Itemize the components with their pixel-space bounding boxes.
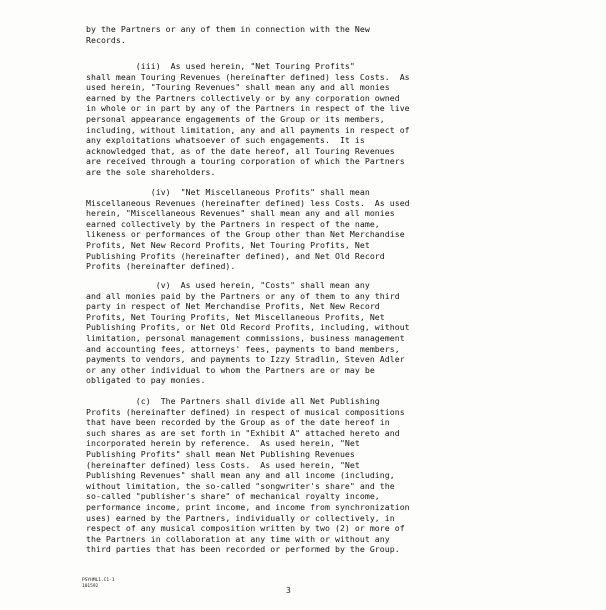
text-line: Profits, Net Touring Profits, Net Miscellaneous Profits, Net	[86, 311, 385, 322]
text-line: Profits (hereinafter defined) in respect of musical compositions	[86, 406, 405, 417]
text-line: in whole or in part by any of the Partners in respect of the live	[86, 103, 410, 114]
text-line: performance income, print income, and income from synchronization	[86, 501, 410, 512]
text-line: incorporated herein by reference. As used herein, "Net	[86, 438, 360, 449]
text-line: earned by the Partners collectively or by any corporation owned	[86, 92, 400, 103]
text-line: are received through a touring corporation of which the Partners	[86, 156, 405, 167]
text-line: (iii) As used herein, "Net Touring Profits"	[86, 61, 355, 71]
text-line: Publishing Revenues" shall mean any and all income (including,	[86, 470, 395, 481]
text-line: (v) As used herein, "Costs" shall mean any	[86, 280, 370, 290]
text-line: without limitation, the so-called "songwriter's share" and the	[86, 480, 395, 491]
footer-line-2: 101592	[82, 583, 99, 589]
text-line: earned collectively by the Partners in respect of the name,	[86, 218, 380, 229]
text-line: used herein, "Touring Revenues" shall mean any and all monies	[86, 82, 390, 93]
text-line: (c) The Partners shall divide all Net Publishing	[86, 396, 380, 406]
text-line: Profits, Net New Record Profits, Net Touring Profits, Net	[86, 239, 370, 250]
text-line: personal appearance engagements of the Group or its members,	[86, 113, 385, 124]
text-line: Publishing Profits (hereinafter defined), and Net Old Record	[86, 250, 385, 261]
text-line: by the Partners or any of them in connection with the New	[86, 24, 370, 34]
footer-line-1: PSYHML1.C1-1	[82, 578, 115, 583]
section-v-paragraph	[86, 280, 522, 386]
text-line: Publishing Profits, or Net Old Record Profits, including, without	[86, 322, 410, 333]
text-line: (iv) "Net Miscellaneous Profits" shall mean	[86, 187, 370, 197]
section-iii-paragraph	[86, 61, 522, 178]
text-line: including, without limitation, any and all payments in respect of	[86, 124, 410, 135]
text-line: uses) earned by the Partners, individually or collectively, in	[86, 512, 395, 523]
text-line: and accounting fees, attorneys' fees, payments to band members,	[86, 343, 400, 354]
text-line: so-called "publisher's share" of mechanical royalty income,	[86, 491, 380, 502]
text-line: such shares as are set forth in "Exhibit A" attached hereto and	[86, 427, 400, 438]
text-line: shall mean Touring Revenues (hereinafter defined) less Costs. As	[86, 71, 410, 82]
footer-doc-id	[82, 578, 115, 589]
page-number: 3	[286, 586, 291, 595]
text-line: acknowledged that, as of the date hereof, all Touring Revenues	[86, 145, 395, 156]
text-line: respect of any musical composition written by two (2) or more of	[86, 523, 405, 534]
text-line: payments to vendors, and payments to Izzy Stradlin, Steven Adler	[86, 354, 405, 365]
text-line: limitation, personal management commissions, business management	[86, 332, 405, 343]
text-line: and all monies paid by the Partners or any of them to any third	[86, 290, 400, 301]
text-line: third parties that has been recorded or performed by the Group.	[86, 544, 400, 555]
text-line: obligated to pay monies.	[86, 375, 206, 386]
text-line: are the sole shareholders.	[86, 166, 216, 177]
text-line: party in respect of Net Merchandise Profits, Net New Record	[86, 301, 380, 312]
section-iv-paragraph	[86, 187, 522, 272]
text-line: herein, "Miscellaneous Revenues" shall mean any and all monies	[86, 208, 395, 219]
text-line: Profits (hereinafter defined).	[86, 261, 236, 272]
text-line: or any other individual to whom the Partners are or may be	[86, 364, 375, 375]
text-line: Publishing Profits" shall mean Net Publishing Revenues	[86, 448, 355, 459]
text-line: Records.	[86, 34, 126, 45]
text-line: (hereinafter defined) less Costs. As used herein, "Net	[86, 459, 360, 470]
text-line: the Partners in collaboration at any time with or without any	[86, 533, 390, 544]
opening-paragraph	[86, 24, 522, 45]
section-c-paragraph	[86, 396, 522, 555]
text-line: Miscellaneous Revenues (hereinafter defined) less Costs. As used	[86, 197, 410, 208]
text-line: that have been recorded by the Group as of the date hereof in	[86, 417, 390, 428]
text-line: likeness or performances of the Group other than Net Merchandise	[86, 229, 405, 240]
text-line: any exploitations whatsoever of such engagements. It is	[86, 135, 365, 146]
